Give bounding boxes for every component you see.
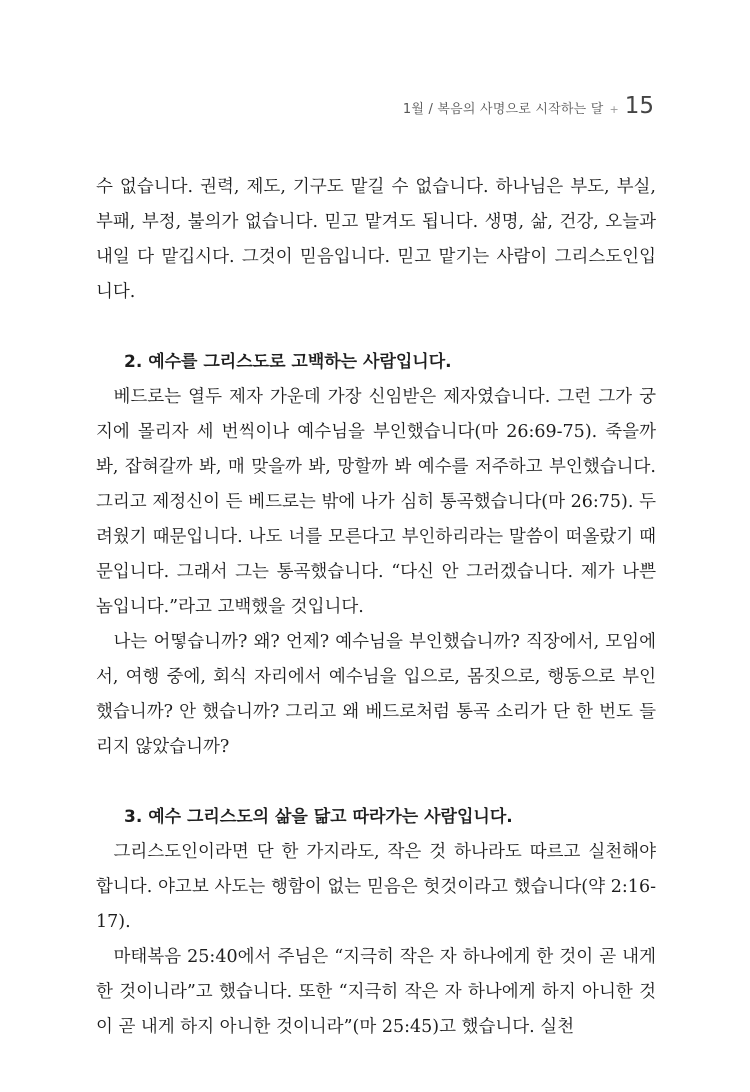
paragraph-1: 수 없습니다. 권력, 제도, 기구도 맡길 수 없습니다. 하나님은 부도, 부실, 부패, 부정, 불의가 없습니다. 믿고 맡겨도 됩니다. 생명, 삶, 건강, 오늘과 내일 다 맡깁시다. 그것이 믿음입니다. 믿고 맡기는 사람이 그리스도인입니다. (96, 177, 656, 302)
running-head-title: 1월 / 복음의 사명으로 시작하는 달 (402, 102, 604, 117)
paragraph-4: 그리스도인이라면 단 한 가지라도, 작은 것 하나라도 따르고 실천해야 합니다. 야고보 사도는 행함이 없는 믿음은 헛것이라고 했습니다(약 2:16-17). (96, 842, 656, 932)
page-number: 15 (624, 93, 654, 119)
section-gap (96, 765, 656, 800)
section-heading-2: 2. 예수를 그리스도로 고백하는 사람입니다. (124, 352, 452, 372)
paragraph-5: 마태복음 25:40에서 주님은 “지극히 작은 자 하나에게 한 것이 곧 내게 한 것이니라”고 했습니다. 또한 “지극히 작은 자 하나에게 하지 아니한 것이 곧 내게 하지 아니한 것이니라”(마 25:45)고 했습니다. 실천 (96, 947, 656, 1037)
section-heading-3: 3. 예수 그리스도의 삶을 닮고 따라가는 사람입니다. (124, 807, 513, 827)
paragraph-2: 베드로는 열두 제자 가운데 가장 신임받은 제자였습니다. 그런 그가 궁지에 몰리자 세 번씩이나 예수님을 부인했습니다(마 26:69-75). 죽을까 봐, 잡혀갈까 봐, 매 맞을까 봐, 망할까 봐 예수를 저주하고 부인했습니다. 그리고 제정신이 든 베드로는 밖에 나가 심히 통곡했습니다(마 26:75). 두려웠기 때문입니다. 나도 너를 모른다고 부인하리라는 말씀이 떠올랐기 때문입니다. 그래서 그는 통곡했습니다. “다신 안 그러겠습니다. 제가 나쁜 놈입니다.”라고 고백했을 것입니다. (96, 387, 656, 617)
section-gap (96, 310, 656, 345)
paragraph-3: 나는 어떻습니까? 왜? 언제? 예수님을 부인했습니까? 직장에서, 모임에서, 여행 중에, 회식 자리에서 예수님을 입으로, 몸짓으로, 행동으로 부인했습니까? 안 했습니까? 그리고 왜 베드로처럼 통곡 소리가 단 한 번도 들리지 않았습니까? (96, 632, 656, 757)
page-body (96, 170, 656, 1045)
running-head (403, 93, 654, 119)
running-head-separator: + (609, 103, 619, 116)
